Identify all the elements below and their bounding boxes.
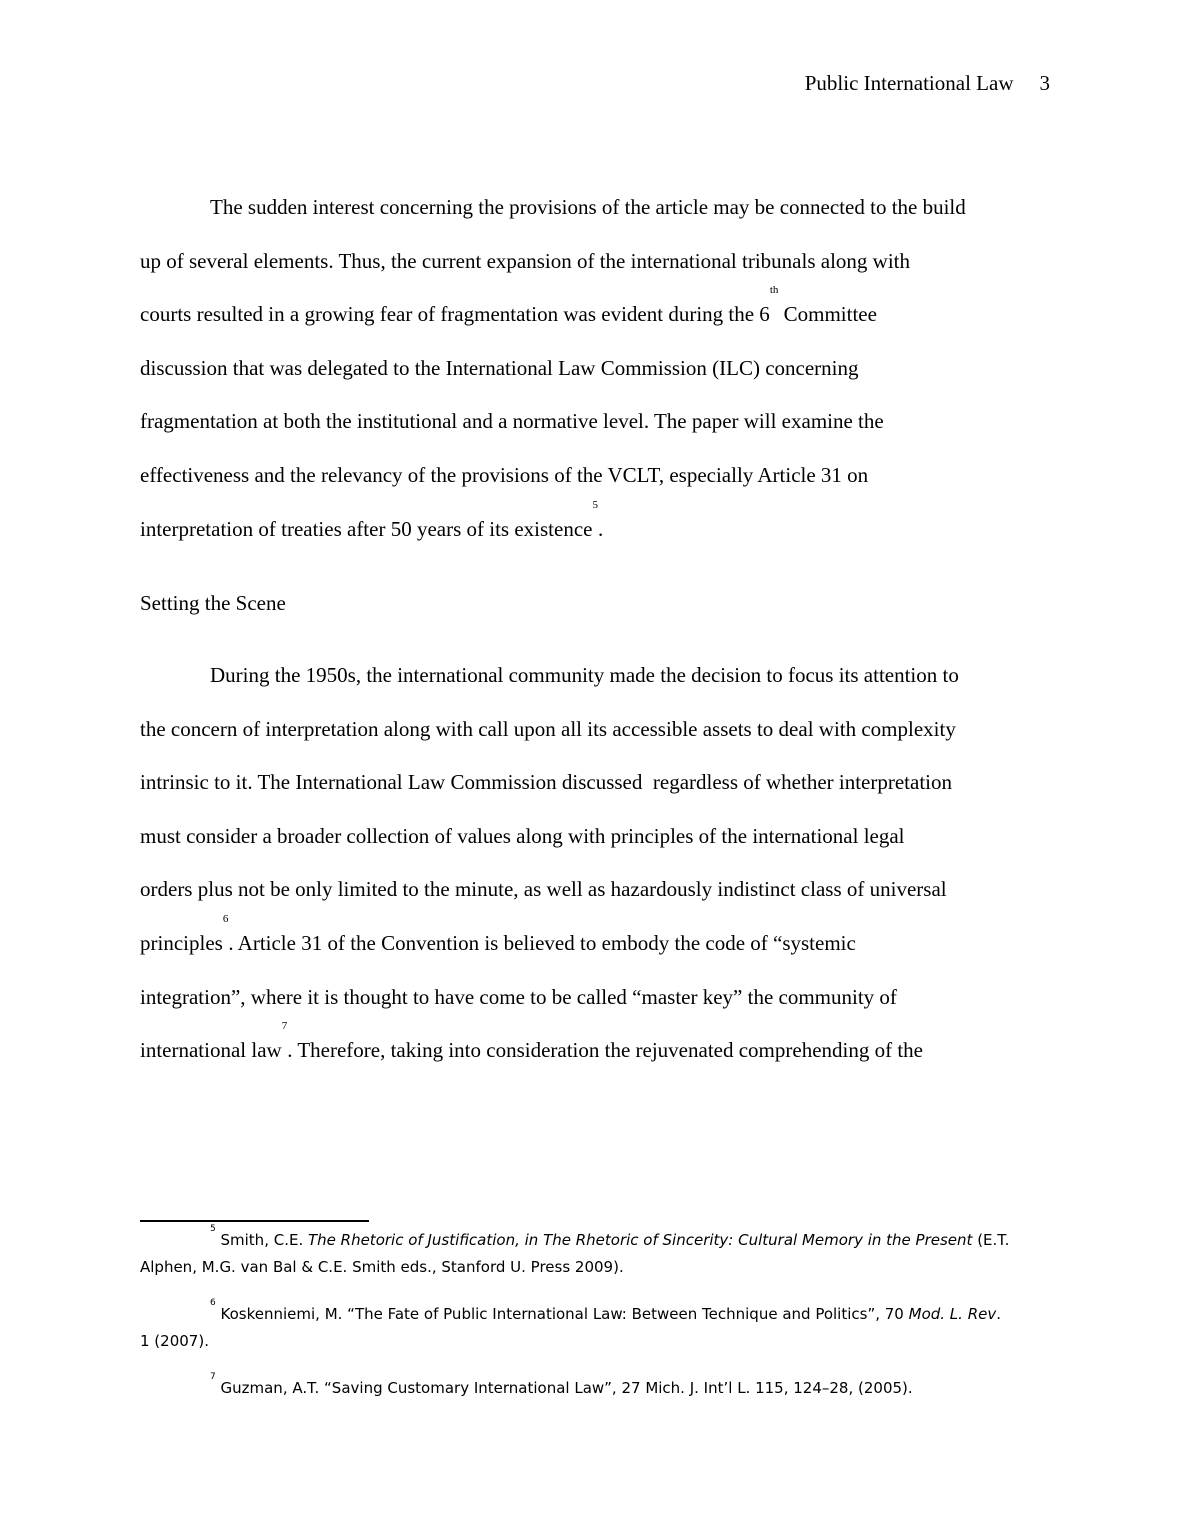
footnote-ref-6[interactable]: 6: [222, 912, 229, 925]
footnote-line: 1 (2007).: [140, 1332, 209, 1350]
running-header: [805, 68, 1050, 98]
footnote-ref-7[interactable]: 7: [281, 1020, 288, 1033]
text-line: interpretation of treaties after 50 years of its existence$^5$.: [140, 498, 604, 541]
text-line: effectiveness and the relevancy of the provisions of the VCLT, especially Article 31 on: [140, 462, 869, 487]
paragraph-2: [140, 649, 1051, 1078]
footnote-mark: 6: [210, 1298, 216, 1308]
footnote-ref-5[interactable]: 5: [592, 498, 598, 511]
text-line: must consider a broader collection of values along with principles of the international legal: [140, 823, 905, 848]
section-heading: Setting the Scene: [140, 591, 286, 615]
footnote-mark: 7: [210, 1372, 216, 1382]
footnote-line: Alphen, M.G. van Bal & C.E. Smith eds., Stanford U. Press 2009).: [140, 1258, 624, 1276]
footnote-line: $^5$ Smith, C.E. The Rhetoric of Justification, in The Rhetoric of Sincerity: Cultural Memory in the Present (E.T.: [210, 1224, 1010, 1249]
text-line: The sudden interest concerning the provisions of the article may be connected to the build: [210, 195, 966, 219]
text-line: the concern of interpretation along with call upon all its accessible assets to deal with complexity: [140, 716, 956, 741]
footnote-5: [140, 1224, 1050, 1281]
text-line: orders plus not be only limited to the minute, as well as hazardously indistinct class of universal: [140, 877, 947, 902]
text-line: international law$^7$. Therefore, taking into consideration the rejuvenated comprehending of the: [140, 1020, 924, 1063]
footnote-6: [140, 1298, 1050, 1355]
text-line: courts resulted in a growing fear of fragmentation was evident during the 6th Committee: [140, 284, 877, 327]
footnote-7: [140, 1372, 1050, 1402]
header-title: Public International Law: [804, 71, 1014, 95]
text-line: integration”, where it is thought to have come to be called “master key” the community of: [140, 984, 897, 1009]
text-line: discussion that was delegated to the International Law Commission (ILC) concerning: [140, 355, 859, 380]
text-line: During the 1950s, the international community made the decision to focus its attention to: [210, 663, 959, 687]
footnote-line: $^7$ Guzman, A.T. “Saving Customary International Law”, 27 Mich. J. Int’l L. 115, 124–28, (2005).: [210, 1372, 913, 1397]
footnote-line: $^6$ Koskenniemi, M. “The Fate of Public International Law: Between Technique and Politics”, 70 Mod. L. Rev.: [210, 1298, 1002, 1323]
text-line: fragmentation at both the institutional and a normative level. The paper will examine the: [140, 409, 884, 434]
footnote-separator: [140, 1220, 369, 1222]
text-line: up of several elements. Thus, the current expansion of the international tribunals along with: [140, 248, 910, 273]
footnote-mark: 5: [210, 1224, 216, 1234]
page-number: 3: [1039, 71, 1050, 95]
text-line: principles$^6$. Article 31 of the Convention is believed to embody the code of “systemic: [140, 912, 856, 955]
paragraph-1: [140, 181, 1051, 556]
text-line: intrinsic to it. The International Law Commission discussed regardless of whether interpretation: [140, 770, 953, 795]
ordinal-superscript: th: [769, 284, 779, 297]
